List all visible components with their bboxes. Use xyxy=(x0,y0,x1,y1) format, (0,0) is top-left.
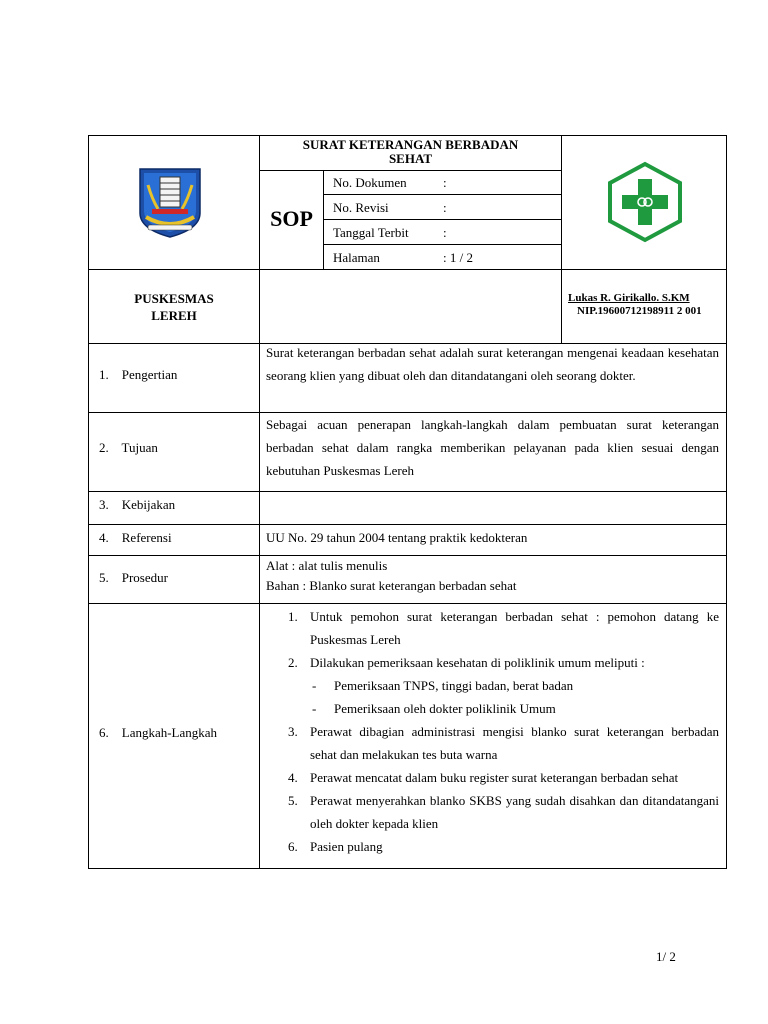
document-title xyxy=(260,138,561,166)
step-text: Perawat mencatat dalam buku register surat keterangan berbadan sehat xyxy=(310,770,679,785)
section-label-langkah: 6. Langkah-Langkah xyxy=(99,725,218,740)
sub-dash: - xyxy=(312,678,317,693)
list-item xyxy=(260,605,719,651)
meta-halaman-value: : 1 / 2 xyxy=(443,250,473,265)
meta-tanggal-terbit-value: : xyxy=(443,225,447,240)
step-text: Untuk pemohon surat keterangan berbadan sehat : pemohon datang ke Puskesmas Lereh xyxy=(310,609,719,647)
list-item xyxy=(260,697,719,720)
section-text-tujuan: Sebagai acuan penerapan langkah-langkah dalam pembuatan surat keterangan berbadan sehat dalam rangka memberikan pelayanan pada klien sesuai dengan kebutuhan Puskesmas Lereh xyxy=(266,417,719,478)
sub-text: Pemeriksaan oleh dokter poliklinik Umum xyxy=(334,701,556,716)
step-number: 6. xyxy=(288,839,298,854)
step-number: 3. xyxy=(288,724,298,739)
list-item xyxy=(260,674,719,697)
section-label-tujuan: 2. Tujuan xyxy=(99,440,158,455)
section-label-referensi: 4. Referensi xyxy=(99,530,172,545)
org-name-line2: LEREH xyxy=(151,308,197,323)
document-title-line2: SEHAT xyxy=(388,151,433,166)
org-name-line1: PUSKESMAS xyxy=(134,291,214,306)
step-text: Dilakukan pemeriksaan kesehatan di poliklinik umum meliputi : xyxy=(310,655,645,670)
meta-no-dokumen-label: No. Dokumen xyxy=(333,175,407,190)
section-label-kebijakan: 3. Kebijakan xyxy=(99,497,176,512)
list-item xyxy=(260,835,719,858)
step-number: 4. xyxy=(288,770,298,785)
step-number: 1. xyxy=(288,609,298,624)
regional-government-crest-icon xyxy=(134,165,206,239)
document-title-line1: SURAT KETERANGAN BERBADAN xyxy=(302,137,519,152)
page-number: 1/ 2 xyxy=(656,949,676,964)
step-number: 5. xyxy=(288,793,298,808)
step-number: 2. xyxy=(288,655,298,670)
regional-crest-logo xyxy=(134,165,206,239)
prosedur-bahan: Bahan : Blanko surat keterangan berbadan sehat xyxy=(266,578,517,593)
section-label-pengertian: 1. Pengertian xyxy=(99,367,178,382)
section-text-pengertian: Surat keterangan berbadan sehat adalah surat keterangan mengenai keadaan kesehatan seorang klien yang dibuat oleh dan ditandatangani oleh seorang dokter. xyxy=(266,345,719,383)
sub-text: Pemeriksaan TNPS, tinggi badan, berat badan xyxy=(334,678,574,693)
meta-no-revisi-value: : xyxy=(443,200,447,215)
section-label-prosedur: 5. Prosedur xyxy=(99,570,168,585)
list-item xyxy=(260,766,719,789)
meta-halaman-label: Halaman xyxy=(333,250,380,265)
org-name xyxy=(89,290,259,324)
signer-nip: NIP.19600712198911 2 001 xyxy=(577,305,702,317)
puskesmas-green-cross-logo-icon xyxy=(606,161,684,243)
meta-no-dokumen-value: : xyxy=(443,175,447,190)
signer-name: Lukas R. Girikallo. S.KM xyxy=(568,292,690,304)
step-text: Perawat dibagian administrasi mengisi blanko surat keterangan berbadan sehat dan melakukan tes buta warna xyxy=(310,724,719,762)
step-text: Perawat menyerahkan blanko SKBS yang sudah disahkan dan ditandatangani oleh dokter kepada klien xyxy=(310,793,719,831)
sop-label: SOP xyxy=(270,206,313,231)
meta-no-revisi-label: No. Revisi xyxy=(333,200,389,215)
signer-block xyxy=(568,292,702,318)
list-item xyxy=(260,651,719,674)
list-item xyxy=(260,789,719,835)
list-item xyxy=(260,720,719,766)
meta-tanggal-terbit-label: Tanggal Terbit xyxy=(333,225,409,240)
step-text: Pasien pulang xyxy=(310,839,383,854)
puskesmas-logo xyxy=(606,161,684,243)
langkah-steps-list xyxy=(260,605,719,858)
section-text-prosedur xyxy=(266,556,719,596)
section-text-referensi: UU No. 29 tahun 2004 tentang praktik kedokteran xyxy=(266,530,528,545)
sub-dash: - xyxy=(312,701,317,716)
prosedur-alat: Alat : alat tulis menulis xyxy=(266,558,388,573)
